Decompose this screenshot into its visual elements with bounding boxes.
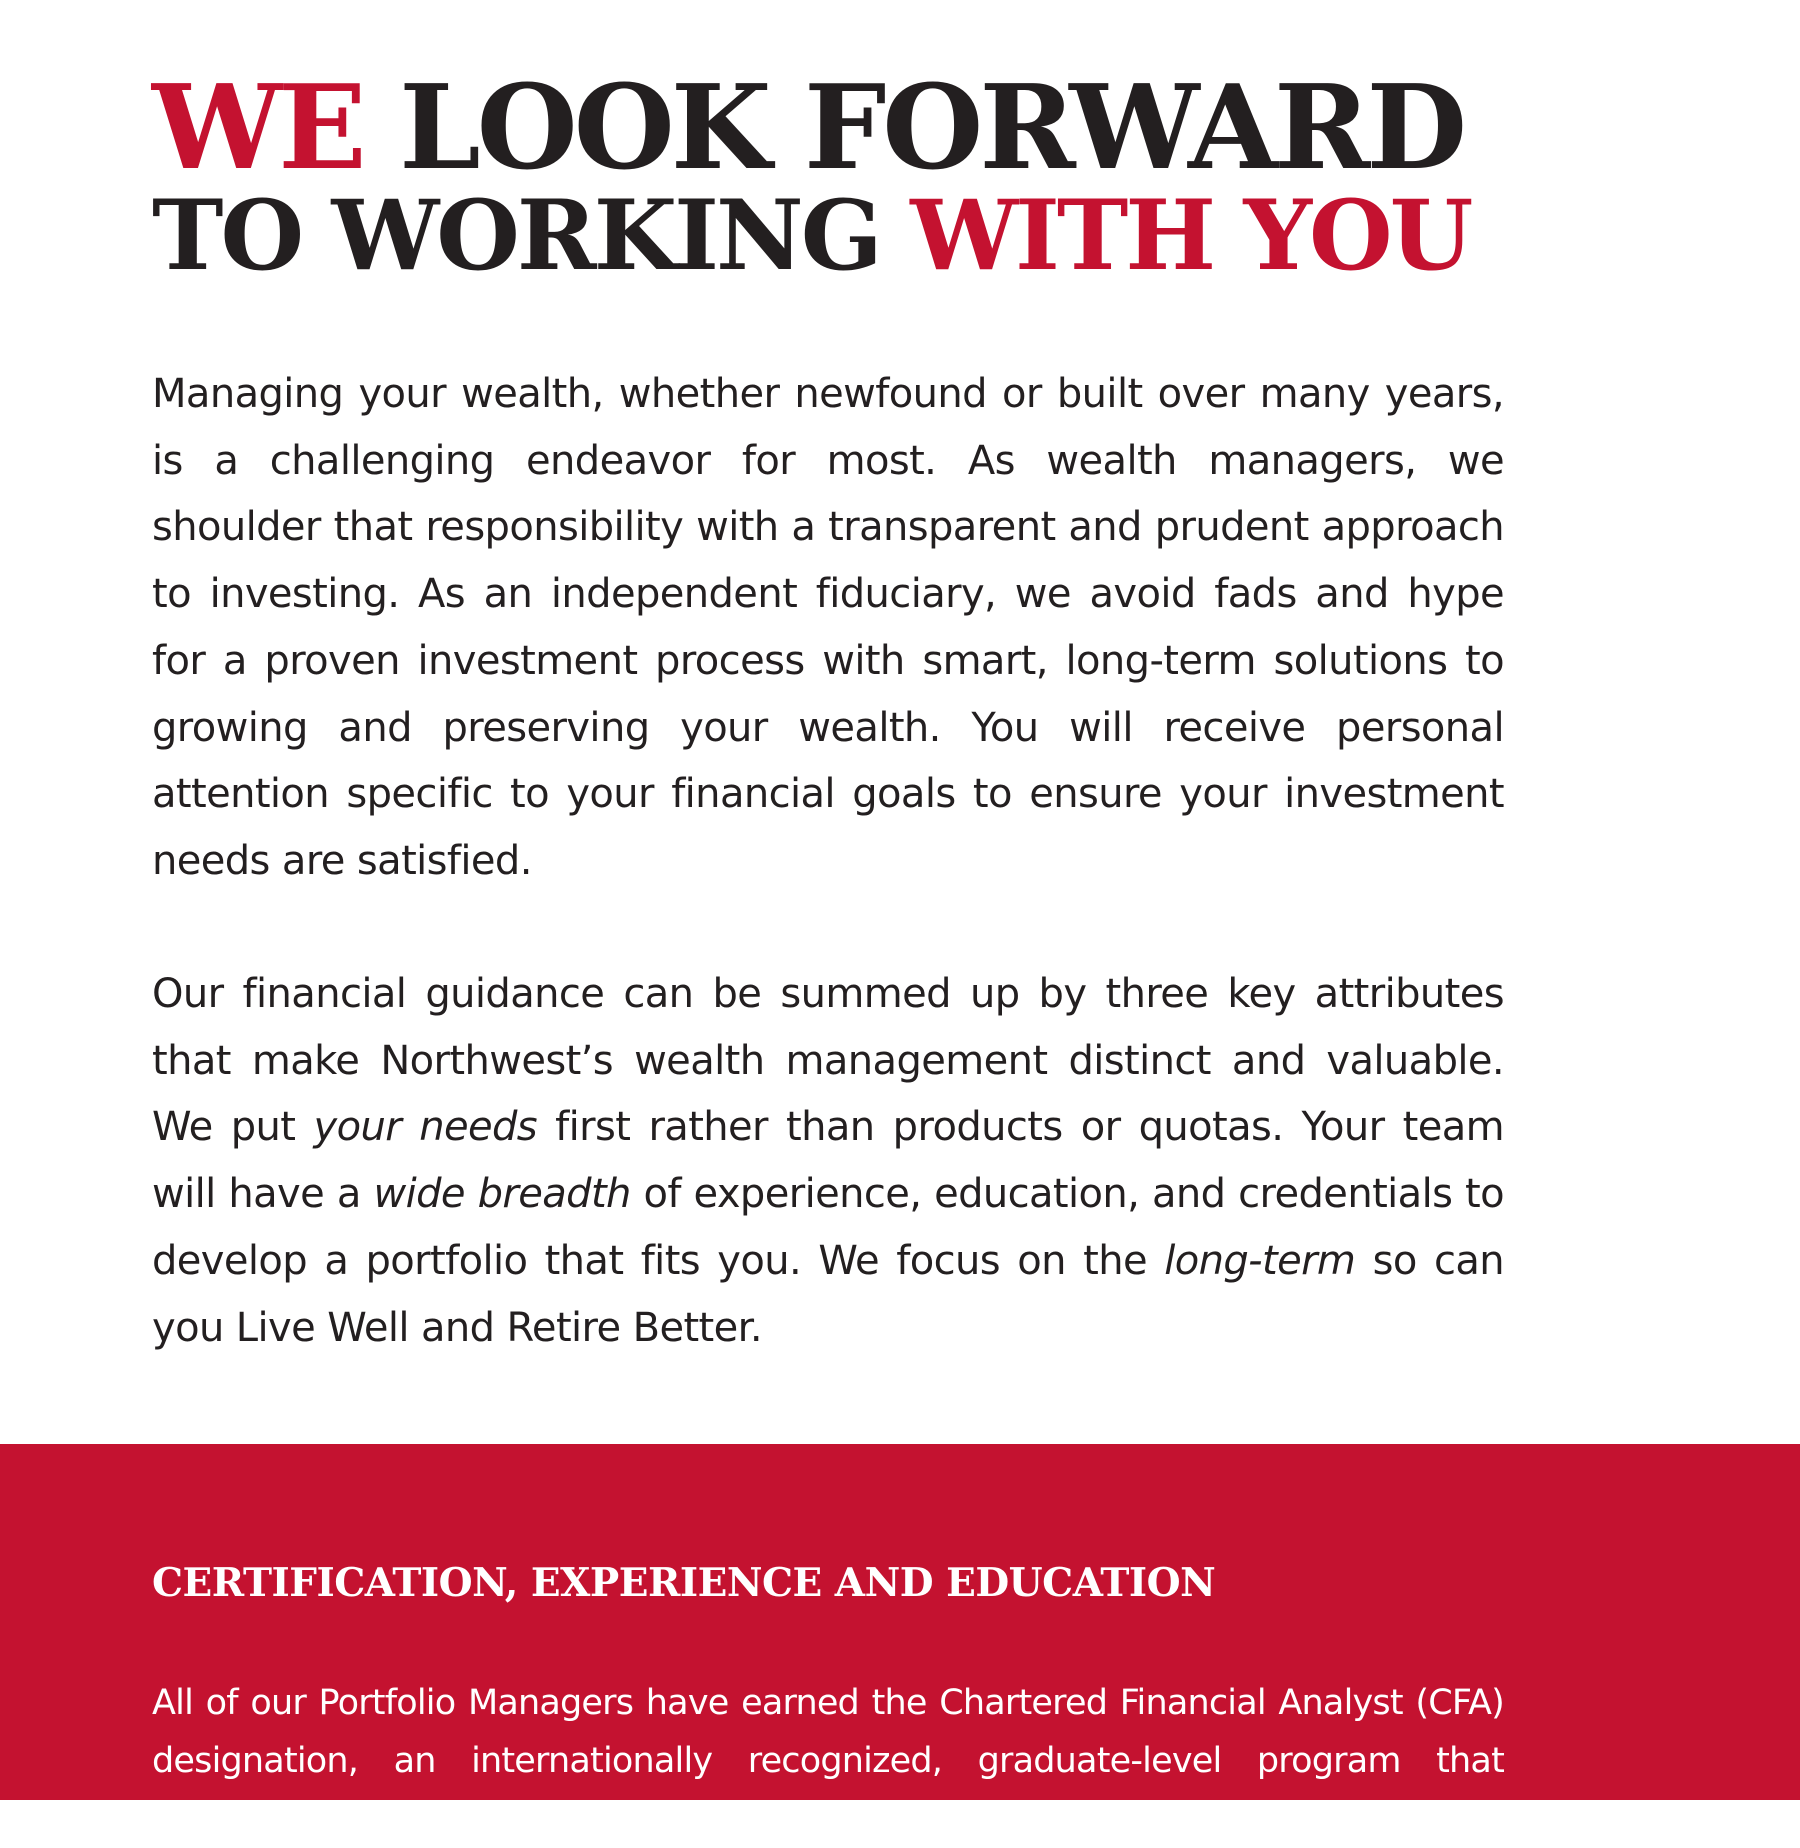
emphasis-long-term: long-term — [1164, 1237, 1356, 1284]
page-headline — [152, 60, 1552, 292]
emphasis-your-needs: your needs — [313, 1104, 538, 1151]
paragraph-2-text-1: Our financial guidance can be summed up by three key attributes that make Northwest’s wealth management distinct and valuable. We put — [152, 971, 1504, 1151]
certification-heading: CERTIFICATION, EXPERIENCE AND EDUCATION — [152, 1560, 1216, 1606]
headline-to-working: TO WORKING — [152, 179, 911, 292]
headline-line-1 — [152, 60, 1552, 196]
headline-accent-with-you: WITH YOU — [910, 179, 1471, 292]
headline-look-forward: LOOK FORWARD — [362, 60, 1464, 196]
paragraph-2-text-3: of experience, education, and credentials to develop a portfolio that fits you. We focus on the — [152, 1171, 1504, 1284]
paragraph-2-text-2: first rather than products or quotas. Your team will have a — [152, 1104, 1504, 1218]
certification-text: All of our Portfolio Managers have earned the Chartered Financial Analyst (CFA) designation, an internationally recognized, graduate-level program that provides — [152, 1683, 1504, 1839]
intro-paragraph-2 — [152, 961, 1504, 1361]
headline-accent-we: WE — [152, 60, 363, 196]
emphasis-wide-breadth: wide breadth — [373, 1171, 631, 1218]
paragraph-2-text-4: so can you Live Well and Retire Better. — [152, 1237, 1505, 1351]
headline-line-2 — [152, 179, 1552, 292]
intro-paragraph-1: Managing your wealth, whether newfound or built over many years, is a challenging endeavor for most. As wealth managers, we shoulder that responsibility with a transparent and prudent approach to investing. As an independent fiduciary, we avoid fads and hype for a proven investment process with smart, long-term solutions to growing and preserving your wealth. You will receive personal attention specific to your financial goals to ensure your investment needs are satisfied. — [152, 371, 1504, 884]
